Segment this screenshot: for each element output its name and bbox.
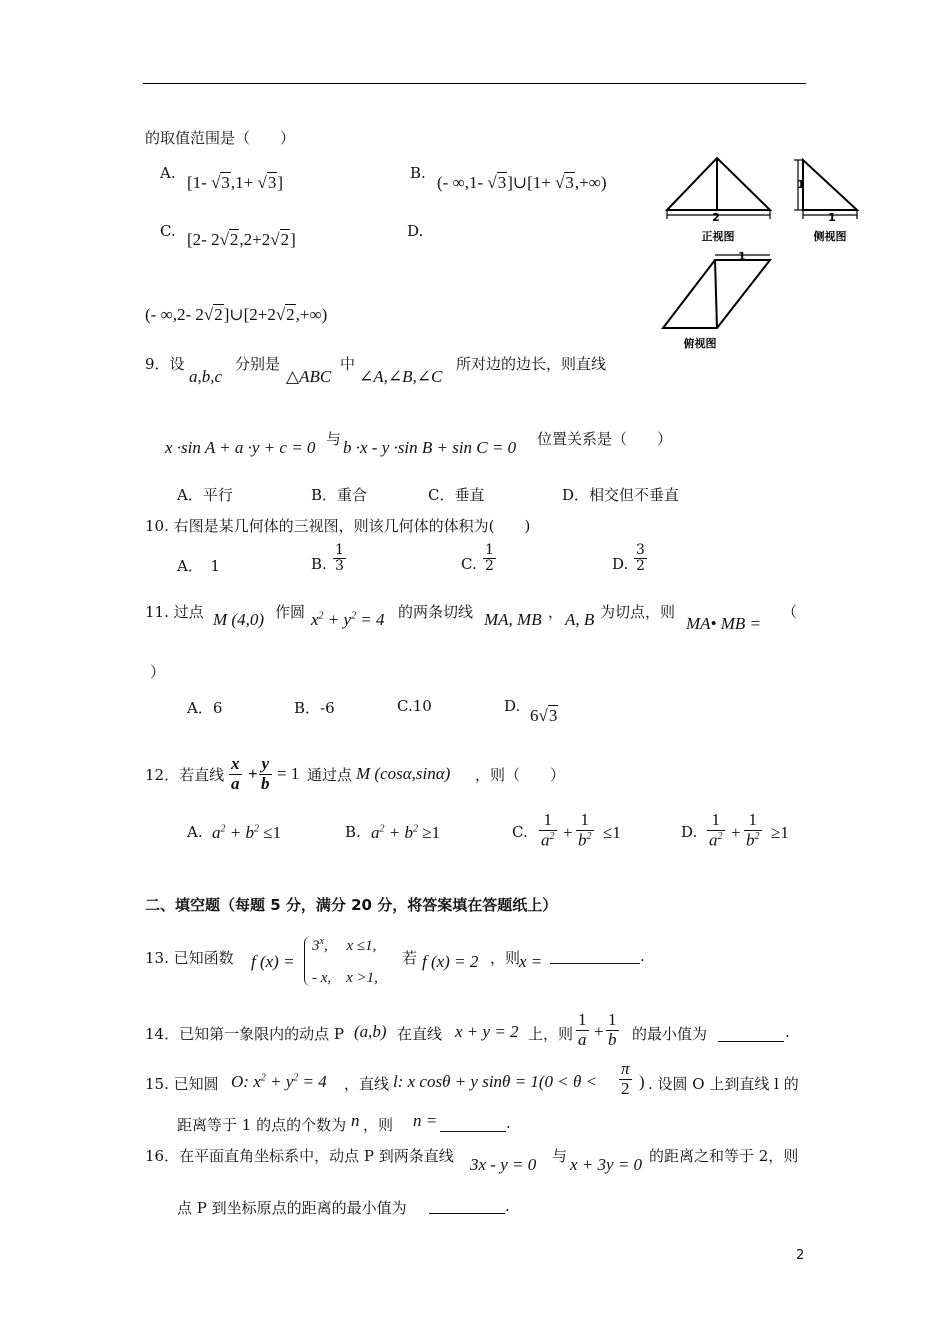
q14-end: . — [785, 1023, 790, 1041]
q8-option-c-label: C. — [160, 222, 176, 240]
q12-option-c-frac-b: $\frac{1}{b^2}$ — [578, 810, 592, 850]
q15-n-equals: n = — [413, 1111, 438, 1130]
q8-option-a-label: A. — [160, 164, 176, 182]
q14-frac-a: $\frac{1}{a}$ — [578, 1010, 587, 1049]
q13-case-2: - x, x >1, — [312, 970, 378, 986]
q14-plus: + — [594, 1022, 604, 1041]
q8-option-b-label: B. — [410, 164, 426, 182]
side-view-label: 侧视图 — [813, 230, 847, 243]
q11-points: A, B — [565, 610, 595, 629]
q15-text-1: ，直线 — [344, 1075, 390, 1093]
q16-end: . — [505, 1197, 510, 1215]
front-view-label: 正视图 — [701, 230, 735, 243]
q16-line-1: 3x - y = 0 — [470, 1155, 537, 1174]
q16-second-line: 点 P 到坐标原点的距离的最小值为 — [177, 1199, 407, 1217]
q11-open-paren: （ — [782, 603, 798, 621]
q11-point: M (4,0) — [213, 610, 264, 629]
page-number: 2 — [796, 1248, 805, 1263]
q10-option-b-fraction: $\frac{1}{3}$ — [335, 542, 344, 575]
q8-option-d-label: D. — [407, 222, 424, 240]
q15-end: . — [506, 1114, 511, 1132]
q14-text-1: 在直线 — [397, 1025, 443, 1043]
q11-number: 11. 过点 — [145, 603, 204, 621]
q9-angles: ∠A,∠B,∠C — [359, 367, 443, 386]
three-view-figure — [660, 150, 870, 355]
q15-line-2a: 距离等于 1 的点的个数为 — [177, 1116, 347, 1134]
q9-text-2: 中 — [340, 355, 356, 373]
q11-text-3: 为切点，则 — [600, 603, 676, 621]
q12-option-b-expr: $a^2 + b^2 \ge 1$ — [371, 823, 441, 842]
dim-front-width: 2 — [712, 211, 720, 224]
q8-option-b-value: (- ∞,1- √3]∪[1+ √3,+∞) — [437, 173, 607, 192]
q9-text-4: 与 — [326, 430, 342, 448]
q14-text-3: 的最小值为 — [632, 1025, 708, 1043]
q9-vars: a,b,c — [189, 367, 223, 386]
q8-option-a-value: [1- √3,1+ √3] — [187, 173, 283, 192]
q11-text-1: 作圆 — [275, 603, 306, 621]
q10-stem: 10. 右图是某几何体的三视图，则该几何体的体积为( ) — [145, 517, 531, 535]
q12-equals-one: = 1 — [277, 764, 300, 783]
q15-circle: O: $x^2 + y^2 = 4$ — [231, 1072, 327, 1091]
q13-number: 13. 已知函数 — [145, 949, 234, 967]
section-2-title: 二、填空题（每题 5 分，满分 20 分，将答案填在答题纸上） — [145, 896, 558, 914]
q12-option-d-rel: ≥1 — [771, 823, 789, 842]
q9-text-3: 所对边的边长，则直线 — [456, 355, 607, 373]
q11-close-paren: ） — [150, 663, 166, 681]
q14-frac-b: $\frac{1}{b}$ — [608, 1010, 617, 1049]
q14-line: x + y = 2 — [455, 1022, 519, 1041]
q15-line: l: x cosθ + y sinθ = 1(0 < θ < — [393, 1072, 598, 1091]
q11-text-2: 的两条切线 — [398, 603, 474, 621]
dim-side-height: 1 — [797, 178, 805, 191]
side-view-triangle — [803, 160, 857, 210]
q11-comma: ， — [548, 603, 564, 621]
q9-option-c: C．垂直 — [428, 486, 485, 504]
q8-stem-tail: 的取值范围是（ ） — [145, 129, 296, 147]
q14-answer-blank[interactable] — [718, 1040, 784, 1042]
q9-text-5: 位置关系是（ ） — [537, 430, 673, 448]
q11-circle: $x^2 + y^2 = 4$ — [311, 610, 385, 629]
q16-text-1: 与 — [552, 1147, 568, 1165]
q15-pi-over-2: $\frac{\pi}{2}$ — [621, 1059, 630, 1098]
q9-text-1: 分别是 — [235, 355, 281, 373]
q11-lines: MA, MB — [484, 610, 542, 629]
q15-number: 15. 已知圆 — [145, 1075, 219, 1093]
q12-option-a-label: A. — [187, 823, 203, 841]
q12-option-d-plus: + — [731, 823, 741, 842]
q9-line-1: x ·sin A + a ·y + c = 0 — [165, 438, 316, 457]
q12-text-2: ，则（ ） — [475, 766, 566, 784]
q12-option-a-expr: $a^2 + b^2 \le 1$ — [212, 823, 282, 842]
q16-line-2: x + 3y = 0 — [570, 1155, 643, 1174]
q10-option-d-fraction: $\frac{3}{2}$ — [636, 542, 645, 575]
dim-top-width: 1 — [738, 250, 746, 263]
q13-text-2: ，则 — [490, 949, 521, 967]
q13-answer-blank[interactable] — [550, 962, 640, 964]
dim-side-width: 1 — [828, 211, 836, 224]
q12-option-c-plus: + — [563, 823, 573, 842]
q15-answer-blank[interactable] — [440, 1130, 506, 1132]
q12-x-over-a: $\frac{x}{a}$ — [231, 754, 240, 793]
q12-option-c-rel: ≤1 — [603, 823, 621, 842]
q14-text-2: 上，则 — [528, 1025, 574, 1043]
q10-option-d-label: D. — [612, 555, 629, 573]
q12-y-over-b: $\frac{y}{b}$ — [261, 754, 270, 793]
q13-end: . — [640, 947, 645, 965]
q15-n: n — [351, 1111, 360, 1130]
q14-point: (a,b) — [354, 1022, 387, 1041]
q16-answer-blank[interactable] — [429, 1212, 505, 1214]
q9-option-d: D．相交但不垂直 — [562, 486, 680, 504]
q12-text-1: 通过点 — [307, 766, 353, 784]
q12-option-c-frac-a: $\frac{1}{a^2}$ — [541, 810, 555, 850]
q15-text-2: . 设圆 O 上到直线 l 的 — [648, 1075, 799, 1093]
q13-function: f (x) = — [251, 952, 295, 971]
q8-option-c-value: [2- 2√2,2+2√2] — [187, 230, 296, 249]
q8-option-d-value: (- ∞,2- 2√2]∪[2+2√2,+∞) — [145, 305, 328, 324]
q15-close: ) — [639, 1072, 645, 1091]
q11-option-d-value: 6√3 — [530, 706, 558, 725]
header-rule — [143, 83, 806, 84]
q10-option-b-label: B. — [311, 555, 327, 573]
q10-option-a: A． 1 — [177, 557, 220, 575]
q10-option-c-fraction: $\frac{1}{2}$ — [485, 542, 494, 575]
q14-number: 14．已知第一象限内的动点 P — [145, 1025, 344, 1043]
q9-option-b: B．重合 — [311, 486, 368, 504]
q13-case-1: 3$^x$, x ≤1, — [312, 936, 377, 954]
q9-number: 9．设 — [145, 355, 185, 373]
q9-line-2: b ·x - y ·sin B + sin C = 0 — [343, 438, 517, 457]
q9-option-a: A．平行 — [177, 486, 233, 504]
q12-option-c-label: C. — [512, 823, 528, 841]
q12-number: 12．若直线 — [145, 766, 225, 784]
q13-condition: f (x) = 2 — [422, 952, 479, 971]
q9-triangle: △ABC — [286, 367, 332, 386]
q10-option-c-label: C. — [461, 555, 477, 573]
q12-option-d-frac-a: $\frac{1}{a^2}$ — [709, 810, 723, 850]
q16-text-2: 的距离之和等于 2，则 — [649, 1147, 799, 1165]
q13-x-equals: x = — [519, 952, 543, 971]
q12-option-d-label: D. — [681, 823, 698, 841]
q11-option-d-label: D. — [504, 697, 521, 715]
top-view-label: 俯视图 — [683, 337, 717, 350]
q13-brace — [304, 936, 311, 986]
q11-expression: MA• MB = — [686, 614, 762, 633]
q11-option-c: C.10 — [397, 697, 432, 715]
q15-line-2b: ，则 — [363, 1116, 394, 1134]
q13-text-1: 若 — [402, 949, 418, 967]
q12-option-d-frac-b: $\frac{1}{b^2}$ — [746, 810, 760, 850]
front-view-triangle — [667, 158, 770, 210]
q11-option-a: A．6 — [187, 699, 223, 717]
q16-number: 16．在平面直角坐标系中，动点 P 到两条直线 — [145, 1147, 454, 1165]
q12-plus: + — [248, 764, 258, 783]
q11-option-b: B．-6 — [294, 699, 335, 717]
q12-point: M (cosα,sinα) — [356, 764, 451, 783]
q12-option-b-label: B. — [345, 823, 361, 841]
